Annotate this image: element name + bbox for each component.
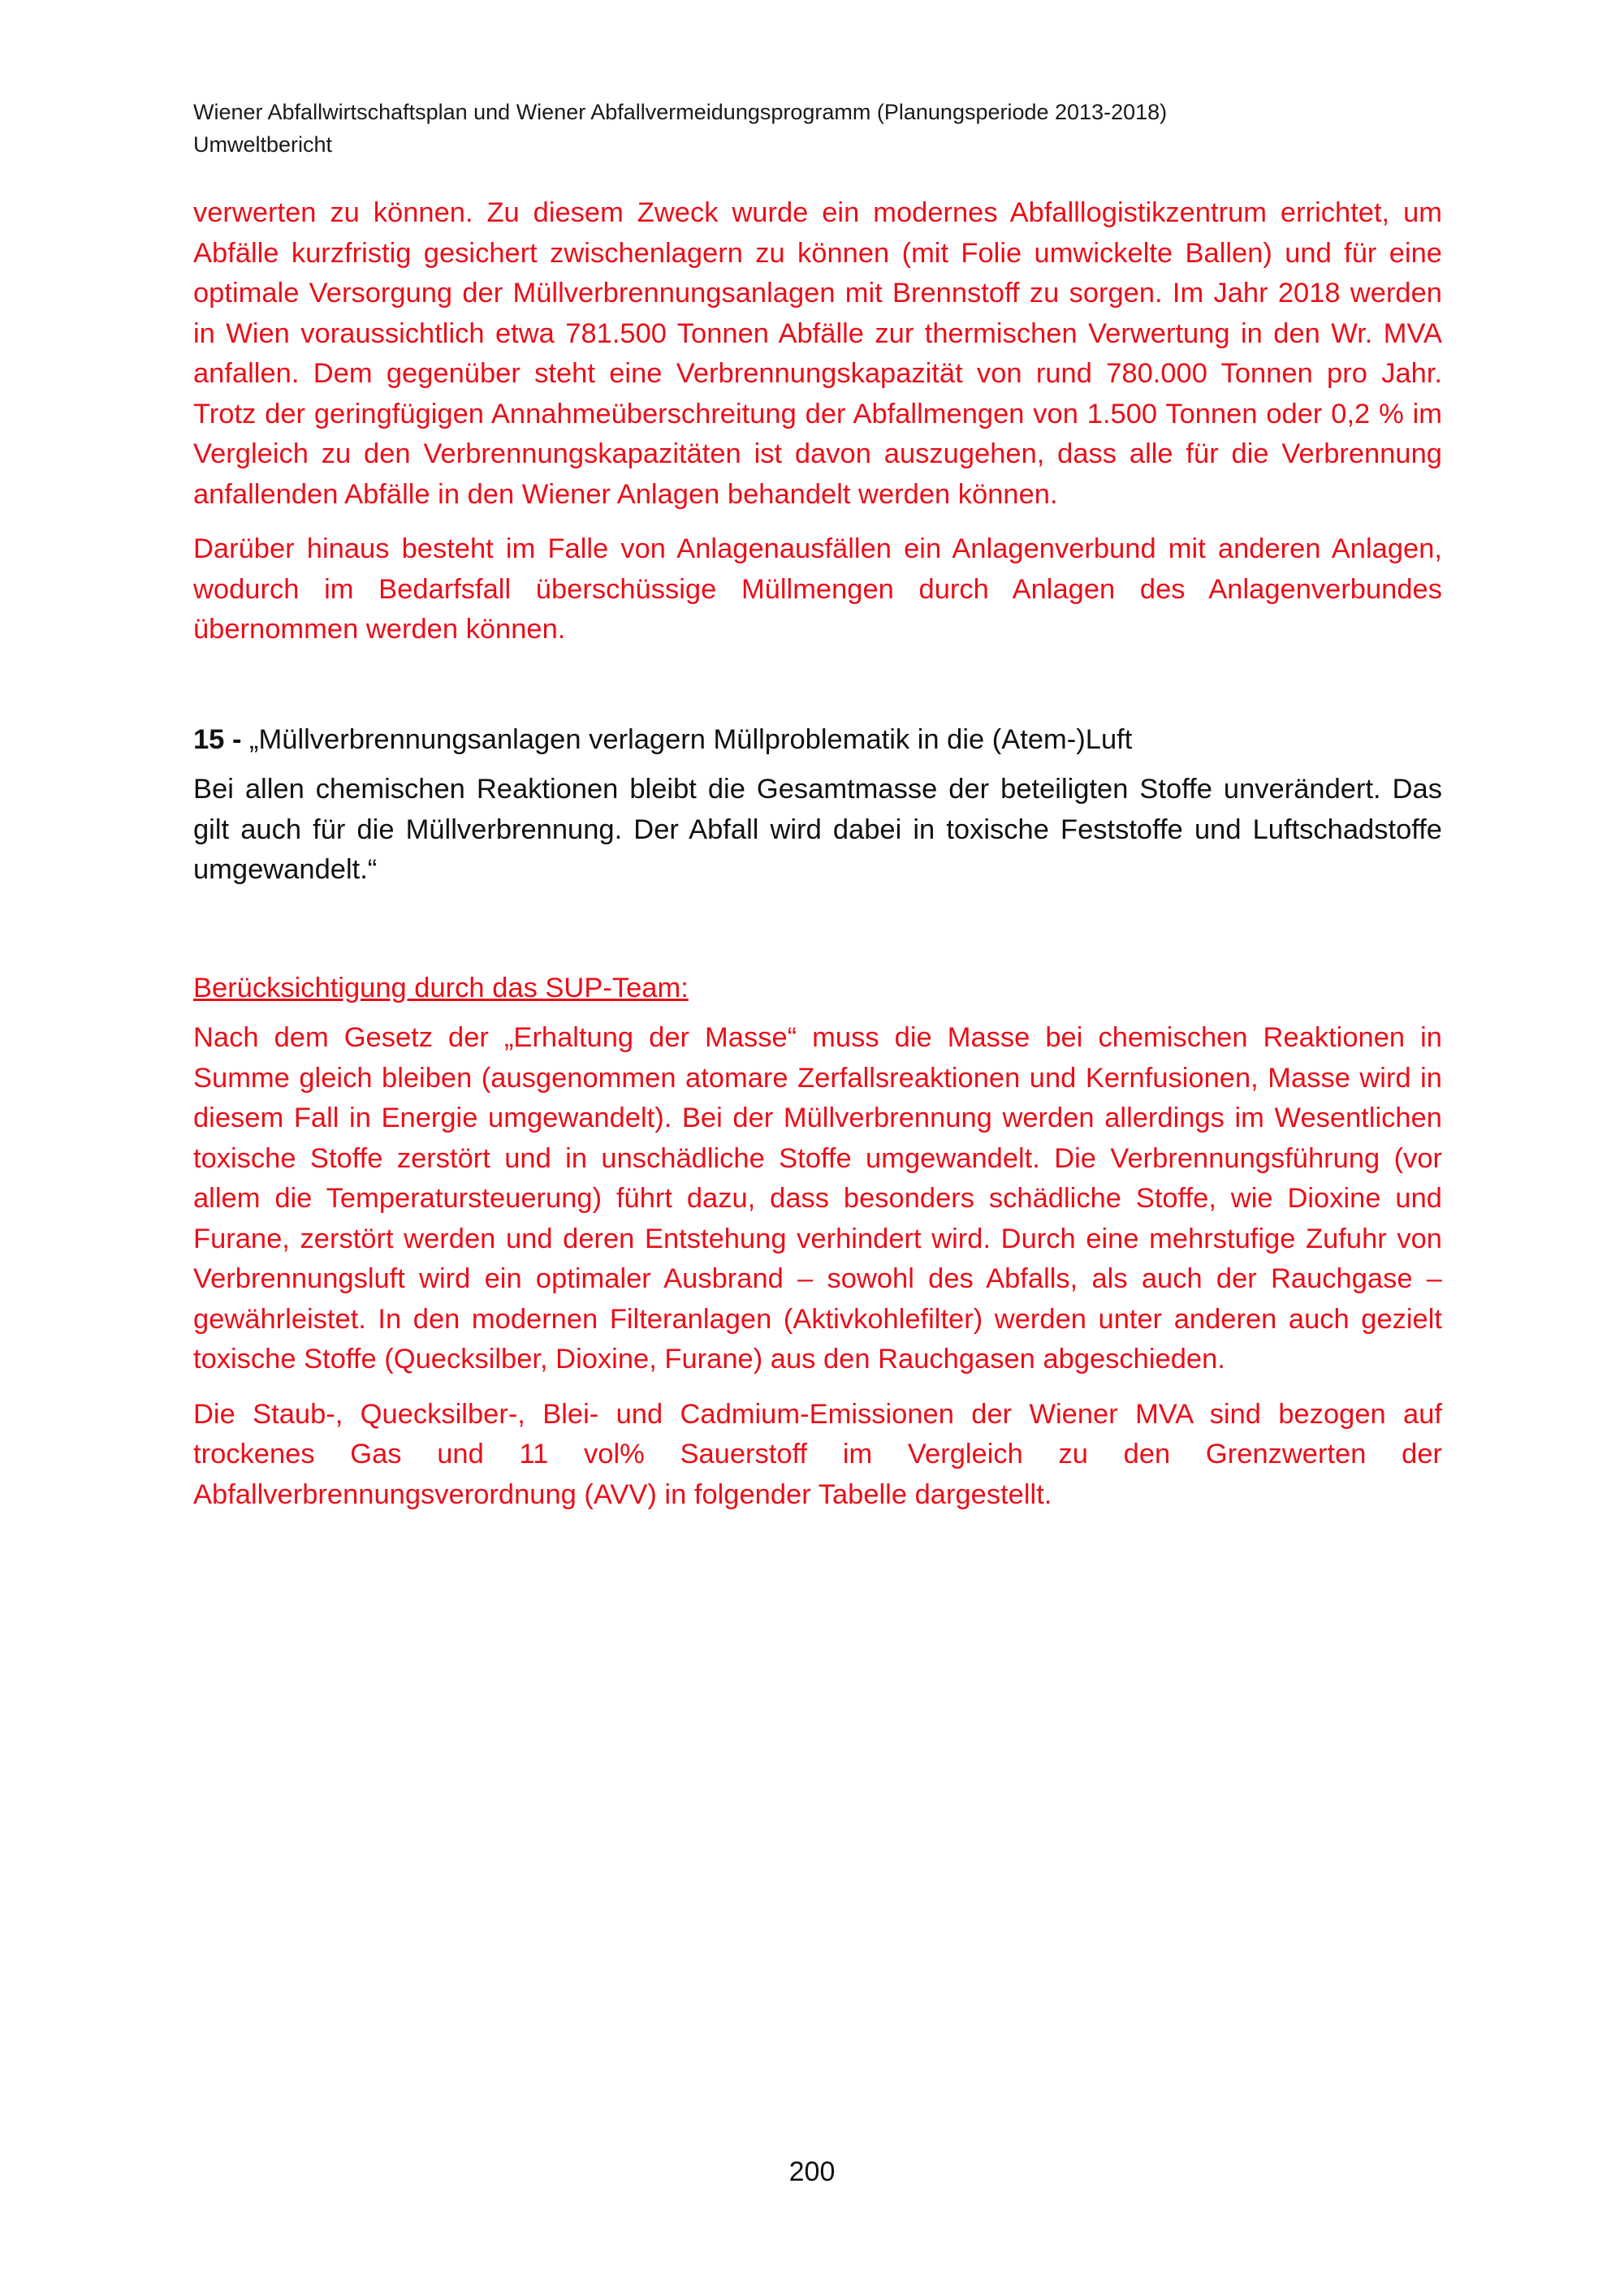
- spacer: [193, 665, 1442, 720]
- spacer: [193, 905, 1442, 969]
- item-15-number: 15 -: [193, 723, 242, 755]
- response-paragraph-mass: Nach dem Gesetz der „Erhaltung der Masse“ muss die Masse bei chemischen Reaktionen in Summe gleich bleiben (ausgenommen atomare Zerfallsreaktionen und Kernfusionen, Masse wird in diesem Fall in Energie umgewandelt). Bei der Müllverbrennung werden allerdings im Wesentlichen toxische Stoffe zerstört und in unschädliche Stoffe umgewandelt. Die Verbrennungsführung (vor allem die Temperatursteuerung) führt dazu, dass besonders schädliche Stoffe, wie Dioxine und Furane, zerstört werden und deren Entstehung verhindert wird. Durch eine mehrstufige Zufuhr von Verbrennungsluft wird ein optimaler Ausbrand – sowohl des Abfalls, als auch der Rauchgase – gewährleistet. In den modernen Filteranlagen (Aktivkohlefilter) werden unter anderen auch gezielt toxische Stoffe (Quecksilber, Dioxine, Furane) aus den Rauchgasen abgeschieden.: [193, 1022, 1442, 1375]
- response-paragraph-emissions: Die Staub-, Quecksilber-, Blei- und Cadmium-Emissionen der Wiener MVA sind bezogen auf trockenes Gas und 11 vol% Sauerstoff im Vergleich zu den Grenzwerten der Abfallverbrennungsverordnung (AVV) in folgender Tabelle dargestellt.: [193, 1398, 1442, 1510]
- page-number: 200: [788, 2156, 836, 2187]
- item-15-body: Bei allen chemischen Reaktionen bleibt die Gesamtmasse der beteiligten Stoffe unverändert. Das gilt auch für die Müllverbrennung. Der Abfall wird dabei in toxische Feststoffe und Luftschadstoffe umgewandelt.“: [193, 774, 1442, 885]
- paragraph-plant-network: Darüber hinaus besteht im Falle von Anlagenausfällen ein Anlagenverbund mit anderen Anlagen, wodurch im Bedarfsfall überschüssige Müllmengen durch Anlagen des Anlagenverbundes übernommen werden können.: [193, 533, 1442, 645]
- item-15-title: „Müllverbrennungsanlagen verlagern Müllproblematik in die (Atem-)Luft: [249, 723, 1133, 755]
- item-15-heading: [193, 720, 1442, 761]
- page-content: [193, 193, 1442, 1530]
- header-title: Wiener Abfallwirtschaftsplan und Wiener Abfallvermeidungsprogramm (Planungsperiode 2013-2018): [193, 100, 1168, 124]
- paragraph-capacity: verwerten zu können. Zu diesem Zweck wurde ein modernes Abfalllogistikzentrum errichtet, um Abfälle kurzfristig gesichert zwischenlagern zu können (mit Folie umwickelte Ballen) und für eine optimale Versorgung der Müllverbrennungsanlagen mit Brennstoff zu sorgen. Im Jahr 2018 werden in Wien voraussichtlich etwa 781.500 Tonnen Abfälle zur thermischen Verwertung in den Wr. MVA anfallen. Dem gegenüber steht eine Verbrennungskapazität von rund 780.000 Tonnen pro Jahr. Trotz der geringfügigen Annahmeüberschreitung der Abfallmengen von 1.500 Tonnen oder 0,2 % im Vergleich zu den Verbrennungskapazitäten ist davon auszugehen, dass alle für die Verbrennung anfallenden Abfälle in den Wiener Anlagen behandelt werden können.: [193, 197, 1442, 510]
- response-heading-text: Berücksichtigung durch das SUP-Team:: [193, 972, 689, 1003]
- header-subtitle: Umweltbericht: [193, 132, 333, 157]
- document-header: [193, 96, 1444, 161]
- response-heading: [193, 969, 1442, 1009]
